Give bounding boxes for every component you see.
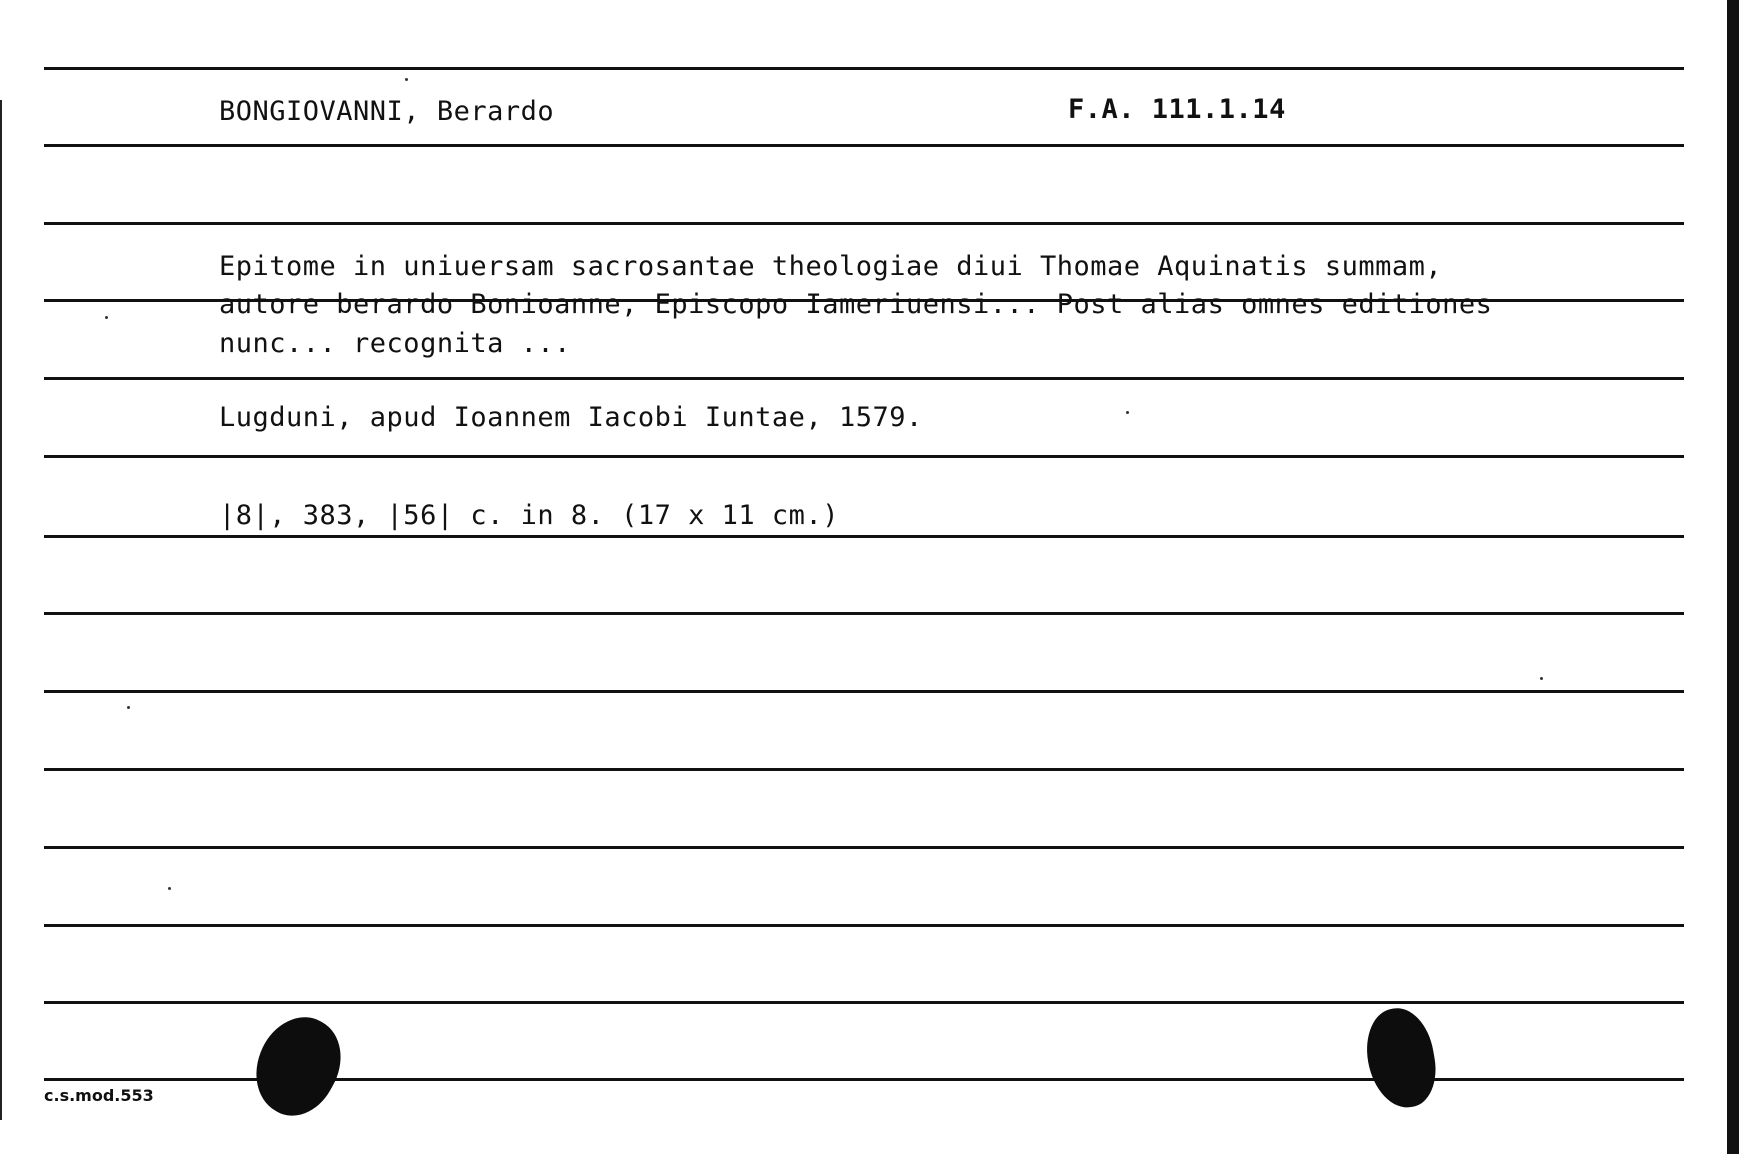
- scan-speck: [1126, 411, 1129, 414]
- scan-speck: [405, 78, 408, 81]
- ruled-line: [44, 67, 1684, 70]
- ruled-line: [44, 222, 1684, 225]
- scan-speck: [1540, 677, 1543, 680]
- scan-speck: [168, 887, 171, 890]
- author-heading: BONGIOVANNI, Berardo: [219, 96, 555, 127]
- ruled-line: [44, 535, 1684, 538]
- punch-hole: [1360, 1003, 1442, 1113]
- ruled-line: [44, 1001, 1684, 1004]
- ruled-line: [44, 924, 1684, 927]
- ruled-line: [44, 690, 1684, 693]
- title-line: autore berardo Bonioanne, Episcopo Iameriuensi... Post alias omnes editiones: [219, 289, 1493, 320]
- title-line: Epitome in uniuersam sacrosantae theologiae diui Thomae Aquinatis summam,: [219, 251, 1443, 282]
- ruled-line: [44, 768, 1684, 771]
- scan-speck: [105, 316, 108, 319]
- card-right-edge: [1727, 0, 1739, 1154]
- ruled-line: [44, 846, 1684, 849]
- call-number: F.A. 111.1.14: [1068, 94, 1286, 125]
- imprint: Lugduni, apud Ioannem Iacobi Iuntae, 1579.: [219, 402, 923, 433]
- card-left-edge: [0, 100, 2, 1120]
- scan-speck: [127, 706, 130, 709]
- ruled-line: [44, 612, 1684, 615]
- ruled-line: [44, 455, 1684, 458]
- title-line: nunc... recognita ...: [219, 328, 571, 359]
- collation: |8|, 383, |56| c. in 8. (17 x 11 cm.): [219, 500, 839, 531]
- ruled-line: [44, 144, 1684, 147]
- form-code: c.s.mod.553: [44, 1086, 154, 1105]
- ruled-line: [44, 377, 1684, 380]
- punch-hole: [238, 1003, 357, 1130]
